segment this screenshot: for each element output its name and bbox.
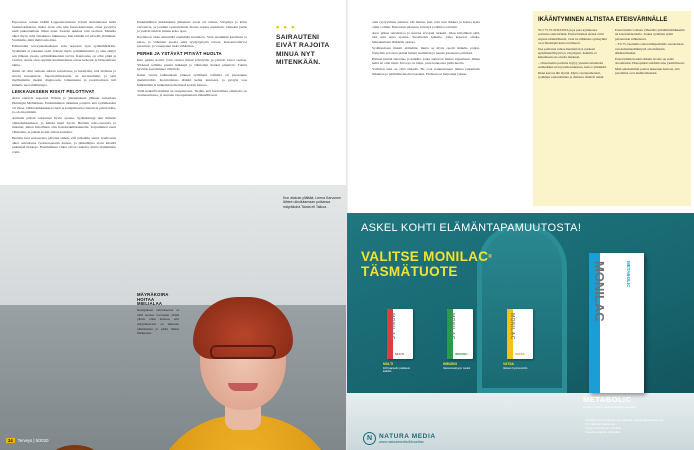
paragraph: olen tyytyväinen arkeeni. Oli ihanaa, kun voin taas liikkua ja hoitaa kotia omin voimin. Harrastan pilatesta, kävelyä ja hiihtoa talvisin. [372, 20, 480, 29]
product-desc-multi [383, 363, 419, 374]
product-desc: 100 kapselin pakkaus kaikille [383, 365, 410, 373]
product-box-immuno [447, 309, 473, 359]
paragraph: Kun pääsin kotiin, tytär saattoi minut kävelyille ja ystävät toivat ruokaa. Yhdessä teimme pieniä lenkkejä ja vähitellen matkat pitenivät. Tuntui hyvältä, kun ihmiset välittivät. [137, 58, 247, 72]
paragraph: Ystävien tuki on ollut tärkeää. He ovat kannustaneet minua jatkamaan liikuntaa ja pitämään huolta itsestäni. Yhdessä on helpompi jaksaa. [372, 67, 480, 76]
subheading: LEIKKAUKSEEN RISKIT PELOTTIVAT [12, 89, 95, 95]
sidebar-column-2 [615, 28, 686, 81]
paragraph: Äitini oli ollut samaan aikaan sairaalassa, ja huomasin, että ahdistus ja stressi kasautuivat. Sepelvaltimotautia on suvussamme, ja sain myöhemmin itsekin diagnoosin. Liikunnasta ja ruokavaliosta tuli minulle uusi elämäntapa. [12, 68, 116, 87]
product-desc-immuno [443, 363, 479, 370]
product-variant: VATSA [515, 352, 525, 356]
left-column-2-continued [137, 290, 179, 337]
page-number: 24 [8, 438, 13, 443]
metabolic-benefits [583, 419, 683, 435]
subheading: MÄYRÄKOIRA HOITAA MIELIALAA [137, 292, 169, 307]
paragraph: Haluan kiittää sairaalaa ja kaikkia, jotka auttoivat minua toipumaan. Ilman heitä en olisi tässä. Terveys on lahja, josta kannattaa pitää huolta. [372, 56, 480, 66]
list-item: • Täysin luontainen valmiste [583, 427, 683, 431]
sidebar-box [533, 11, 691, 206]
paragraph: Tällä hetkellä elämäni on tasapainossa. Tiedän, että huolellinen omahoito on avainasemassa, ja seuraan verenpainettani säännöllisesti. [137, 88, 247, 98]
paragraph: Osa potilaista tuntee huomattavaa sykkeen epäsäännöllisyyttä ja väsymystä. Kaikilla ei kuitenkaan ole oireita lainkaan. [538, 46, 597, 60]
pull-quote-text: SAIRAUTENI EIVÄT RAJOITA MINUA NYT MITENKÄÄN. [276, 34, 330, 66]
sidebar-column-1 [538, 28, 609, 81]
paragraph: Aviat etenivät nopeasti. Pääsin jo juhannuksen jälkeen sairaalaan Helsingin Meilahteen. Ensimmäinen tutkimus paljasti, että sydämessäni oli vikaa. Ohitusleikkauksen riskit ja komplikaatiot tuntuivat pelottavilta, ja odotin pitkään. [12, 96, 116, 115]
paragraph: Eteisvärinän hoidon tärkein tavoite on estää aivoinfarkti. Hoitopäätös tehdään aina yksilöllisesti. [615, 56, 685, 66]
product-box-multi [387, 309, 413, 359]
sidebar-title: IKÄÄNTYMINEN ALTISTAA ETEISVÄRINÄLLE [538, 17, 668, 23]
product-brand: MONILAC [389, 313, 395, 340]
subheading: PERHE JA YSTÄVÄT PITIVÄT HUOLTA [137, 51, 222, 57]
product-variant: IMMUNO [455, 352, 468, 356]
ad-tagline-line2: TÄSMÄTUOTE [361, 263, 458, 279]
registered-mark: ® [488, 254, 493, 260]
paragraph: YLI 75-VUOTIAISTA jopa joka kymmenes sairastaa eteisvärinää. Eteisvärinässä eteiset eivät supistu säännöllisesti, vaan ne sähköiset syöksytkin ovat tiheämpiä kuin tavallisesti. [538, 28, 607, 45]
left-column-1 [12, 20, 116, 156]
product-name: VATSA [503, 362, 514, 366]
right-column-1 [372, 20, 480, 78]
natura-media-logo[interactable] [363, 432, 436, 445]
paragraph: Kampiksen sairastuessa ei tällä kertaa tarvinnut jäädä yksin. Olen iloinen, että mäyräkoirani on mukana elämässäni ja pitää minut liikkeessä. [137, 308, 179, 336]
logo-mark-icon: N [363, 432, 376, 445]
product-box-vatsa [507, 309, 533, 359]
ad-tagline-line1: VALITSE MONILAC [361, 249, 489, 264]
paragraph: Ravintoon aloin kiinnittää enemmän huomiota. Söin enemmän kasviksia ja kalaa, ja vähensin suolaa sekä tyydyttynyttä rasvaa. Kolesteroliarvot paranivat, ja verenpaine laski vähitellen. [137, 35, 247, 49]
product-desc: Vastustuskyvyn tueksi [443, 365, 471, 370]
product-variant: MULTI [395, 352, 404, 356]
paragraph: Kaksi vuotta leikkauksen jälkeen sydämeni toiminta oli parantunut merkittävästi. Kontrolleissa lääkäri kehui kuntoani, ja pystyin taas hiihtämään ja kulkemaan metsässä koiran kanssa. [137, 73, 247, 87]
paragraph: Sydänsairaus muutti elämääni, mutta se myös opetti minulle paljon. Nykyään arvostan pieniä hetkiä enemmän ja nautin jokaisesta päivästä. [372, 45, 480, 55]
big-product-brand: MONILAC [592, 261, 607, 322]
list-item: • Soveltuu kaikille aikuisille [583, 431, 683, 435]
ad-tagline [361, 250, 492, 279]
metabolic-desc: Annos vuoden elämäntapamuutokselle [583, 405, 637, 409]
ad-headline: ASKEL KOHTI ELÄMÄNTAPAMUUTOSTA! [361, 222, 582, 234]
paragraph: – Yli 75-vuotiaille eteisvärinäpotilaille suositellaan verenohennuslääkitystä aivoinfarktin ehkäisemiseksi. [615, 42, 684, 55]
paragraph: Aion jatkaa omahoitoa ja seurata arvojani tarkasti. Olen kiitollinen siitä, että sain apua ajoissa. Suosittelen kaikille, jotka kokevat oireita, hakeutumaan lääkäriin ajoissa. [372, 30, 480, 44]
logo-name: NATURA MEDIA [379, 432, 436, 440]
quote-dots: • • • [276, 22, 296, 32]
metabolic-label: METABOLIC [583, 395, 632, 404]
paragraph: Esposessa, toinen tädillä Lappeenrannassa. Kävin auttelemassa heitä laskentokiireissä, mutta aloin olla niin huonokuntoinen, etten pystynyt enää pukeutumaan ilman apua. Saatoin nukkua vain tuolissa. Minulle alkoi myös tulla rintakipua liikkuessa, kun hiihdin tai kävelin ylämäkeä. Varmistin, mitä tämä tarkoittaa. [12, 20, 116, 43]
page-footer [6, 438, 48, 443]
pull-quote [276, 23, 342, 67]
product-brand: MONILAC [449, 313, 455, 340]
paragraph: Riski kasvaa iän myötä. Myös verenpainetauti, sydämen vajaatoiminta ja diabetes lisäävät riskiä. [538, 71, 605, 80]
product-box-metabolic [589, 253, 644, 393]
product-desc-vatsa [503, 363, 539, 370]
paragraph: – Oireettomia potilaita löytyy yleensä sattumalta esimerkiksi terveystarkastuksissa, kertoo ylilääkäri. [538, 61, 607, 70]
monilac-advert[interactable] [347, 213, 694, 450]
photo-caption: Kun alakulo yllättää, Leena Karvonen lähtee ulkoilutamaan poikansa mäyräkoira Taiota eli Taikoa. [283, 196, 341, 209]
product-name: IMMUNO [443, 362, 458, 366]
paragraph: Eteisvärinää voidaan vähentää rytmihäiriölääkkeillä tai katetriablaatiolla. Joskus sydämen rytmi palautetaan sähköisesti. [615, 28, 685, 41]
product-name: MULTI [383, 362, 394, 366]
paragraph: Aamulla pääsin sairaalaan hyvin ajoissa. Sydänkirurgi teki minulle ohitusleikkauksen, ja kaikki meni hyvin. Heräsin teho-osastolta ja muistan, miten kiitollinen olin hoitohenkilökunnalle. Toipuminen eteni vähitellen, ja pääsin kotiin viikon kuluttua. [12, 116, 116, 135]
product-brand: MONILAC [509, 313, 515, 340]
list-item: • 10 miljardia bakteeria [583, 423, 683, 427]
paragraph: Päästessäni terveyskeskukseen sain nopeasti ajan sydänlääkärille. Sydämeni ei jaksanut enää. Kärsin myös rytmihäiriöistä, ja olen elänyt sen jälkeen vuosia sydänlääkkeiden turvin. Kuntoutus on ollut pitkä ja vaativa, mutta olen oppinut kuuntelemaan omaa kehoani ja hidastamaan tahtia. [12, 44, 116, 67]
left-column-2 [137, 20, 247, 99]
issue-label: Terveys | 5/2020 [17, 438, 49, 443]
logo-url[interactable]: www.naturamedia.fi/monilac [379, 439, 424, 444]
paragraph: Ensimmäinen leikkauksen jälkeinen vuosi oli vaikea. Väsymys ja kivut vaivasivat, ja jouduin opettelemaan monia asioita uudelleen. Onneksi perhe ja ystävät tukivat minua koko ajan. [137, 20, 247, 34]
paragraph: Mitä aikaisemmin potilas hakeutuu hoitoon, sitä paremmat ovat mahdollisuudet. [615, 66, 680, 76]
paragraph: Heräsin heti seuraavana päivänä siihen, että jalkoihin sattui. Kuntoutus alkoi sairaalassa fysioterapeutin kanssa, ja pikkuhiljaa aloin kävellä pidempiä matkoja. Ensimmäiset viikot olivat raskaita, mutta elämänhalu voitti. [12, 136, 116, 154]
big-product-variant: METABOLIC [626, 261, 631, 288]
list-item: • Sisältää aineenvaihduntaa tukevia maitohappobakteereja [583, 419, 683, 423]
product-desc: Vatsan hyvinvointiin [503, 365, 528, 370]
